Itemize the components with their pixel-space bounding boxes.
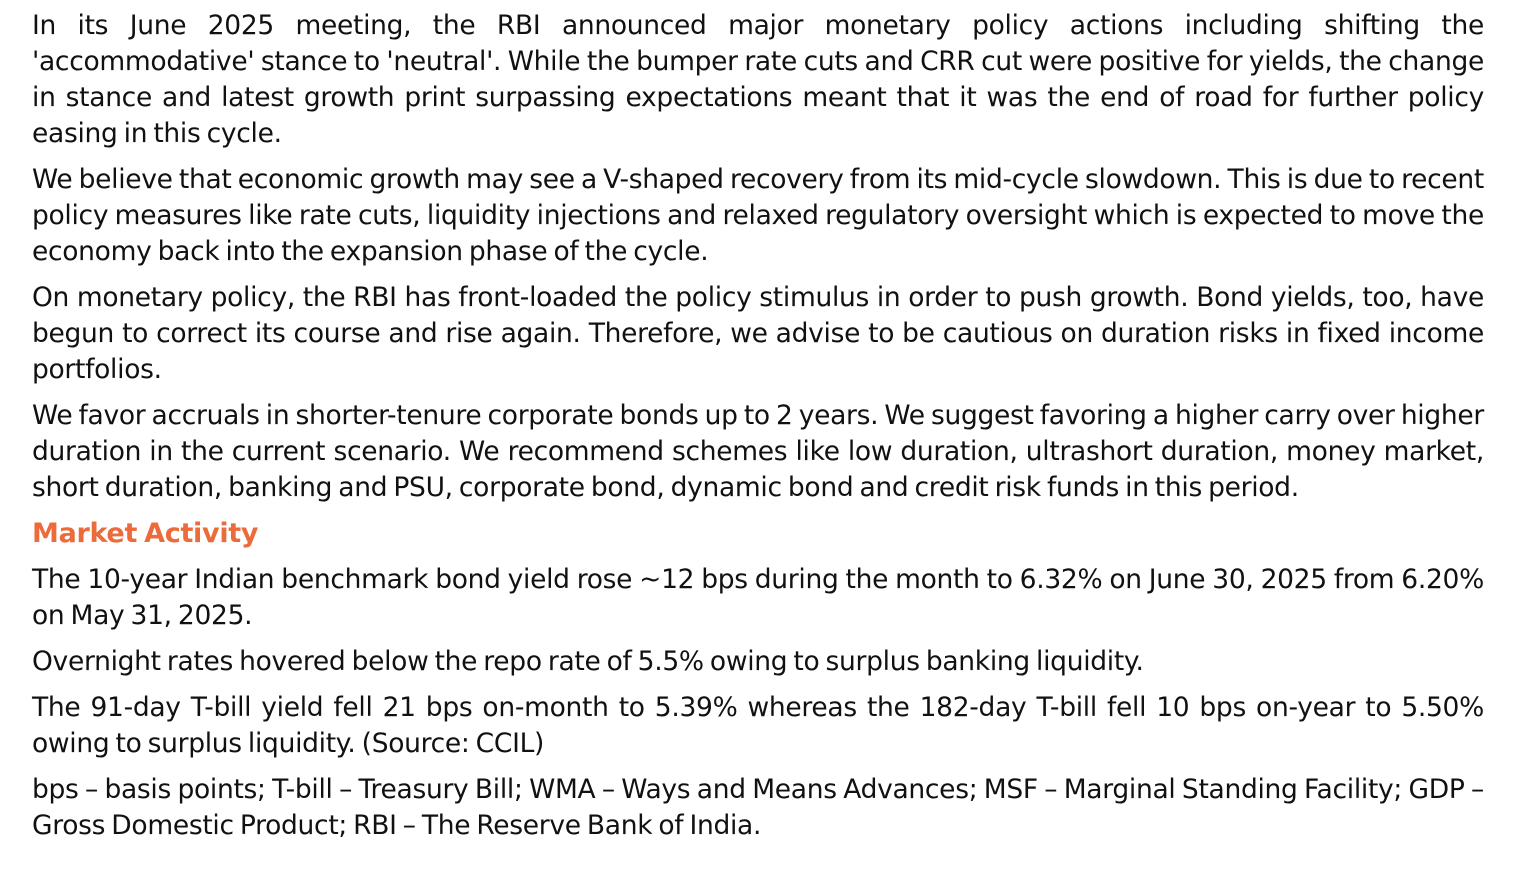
paragraph-rbi-policy: In its June 2025 meeting, the RBI announced major monetary policy actions including shifting the 'accommodative' stance to 'neutral'. While the bumper rate cuts and CRR cut were positive for yields, the change in stance and latest growth print surpassing expectations meant that it was the end of road for further policy easing in this cycle.: [32, 10, 1484, 149]
paragraph-tbill-yields: The 91-day T-bill yield fell 21 bps on-month to 5.39% whereas the 182-day T-bill fell 10 bps on-year to 5.50% owing to surplus liquidity. (Source: CCIL): [32, 692, 1484, 759]
paragraph-recommendation: We favor accruals in shorter-tenure corporate bonds up to 2 years. We suggest favoring a higher carry over higher duration in the current scenario. We recommend schemes like low duration, ultrashort duration, money market, short duration, banking and PSU, corporate bond, dynamic bond and credit risk funds in this period.: [32, 400, 1484, 503]
section-heading-market-activity: Market Activity: [32, 518, 259, 549]
paragraph-growth-outlook: We believe that economic growth may see a V-shaped recovery from its mid-cycle slowdown. This is due to recent policy measures like rate cuts, liquidity injections and relaxed regulatory oversight which is expected to move the economy back into the expansion phase of the cycle.: [32, 164, 1484, 267]
glossary-note: bps – basis points; T-bill – Treasury Bill; WMA – Ways and Means Advances; MSF – Marginal Standing Facility; GDP – Gross Domestic Product; RBI – The Reserve Bank of India.: [32, 774, 1484, 841]
paragraph-overnight-rates: Overnight rates hovered below the repo rate of 5.5% owing to surplus banking liquidity.: [32, 646, 1144, 677]
document-body: [32, 8, 1484, 854]
paragraph-monetary-policy: On monetary policy, the RBI has front-loaded the policy stimulus in order to push growth. Bond yields, too, have begun to correct its course and rise again. Therefore, we advise to be cautious on duration risks in fixed income portfolios.: [32, 282, 1484, 385]
paragraph-bond-yield: The 10-year Indian benchmark bond yield rose ~12 bps during the month to 6.32% on June 30, 2025 from 6.20% on May 31, 2025.: [32, 564, 1484, 631]
